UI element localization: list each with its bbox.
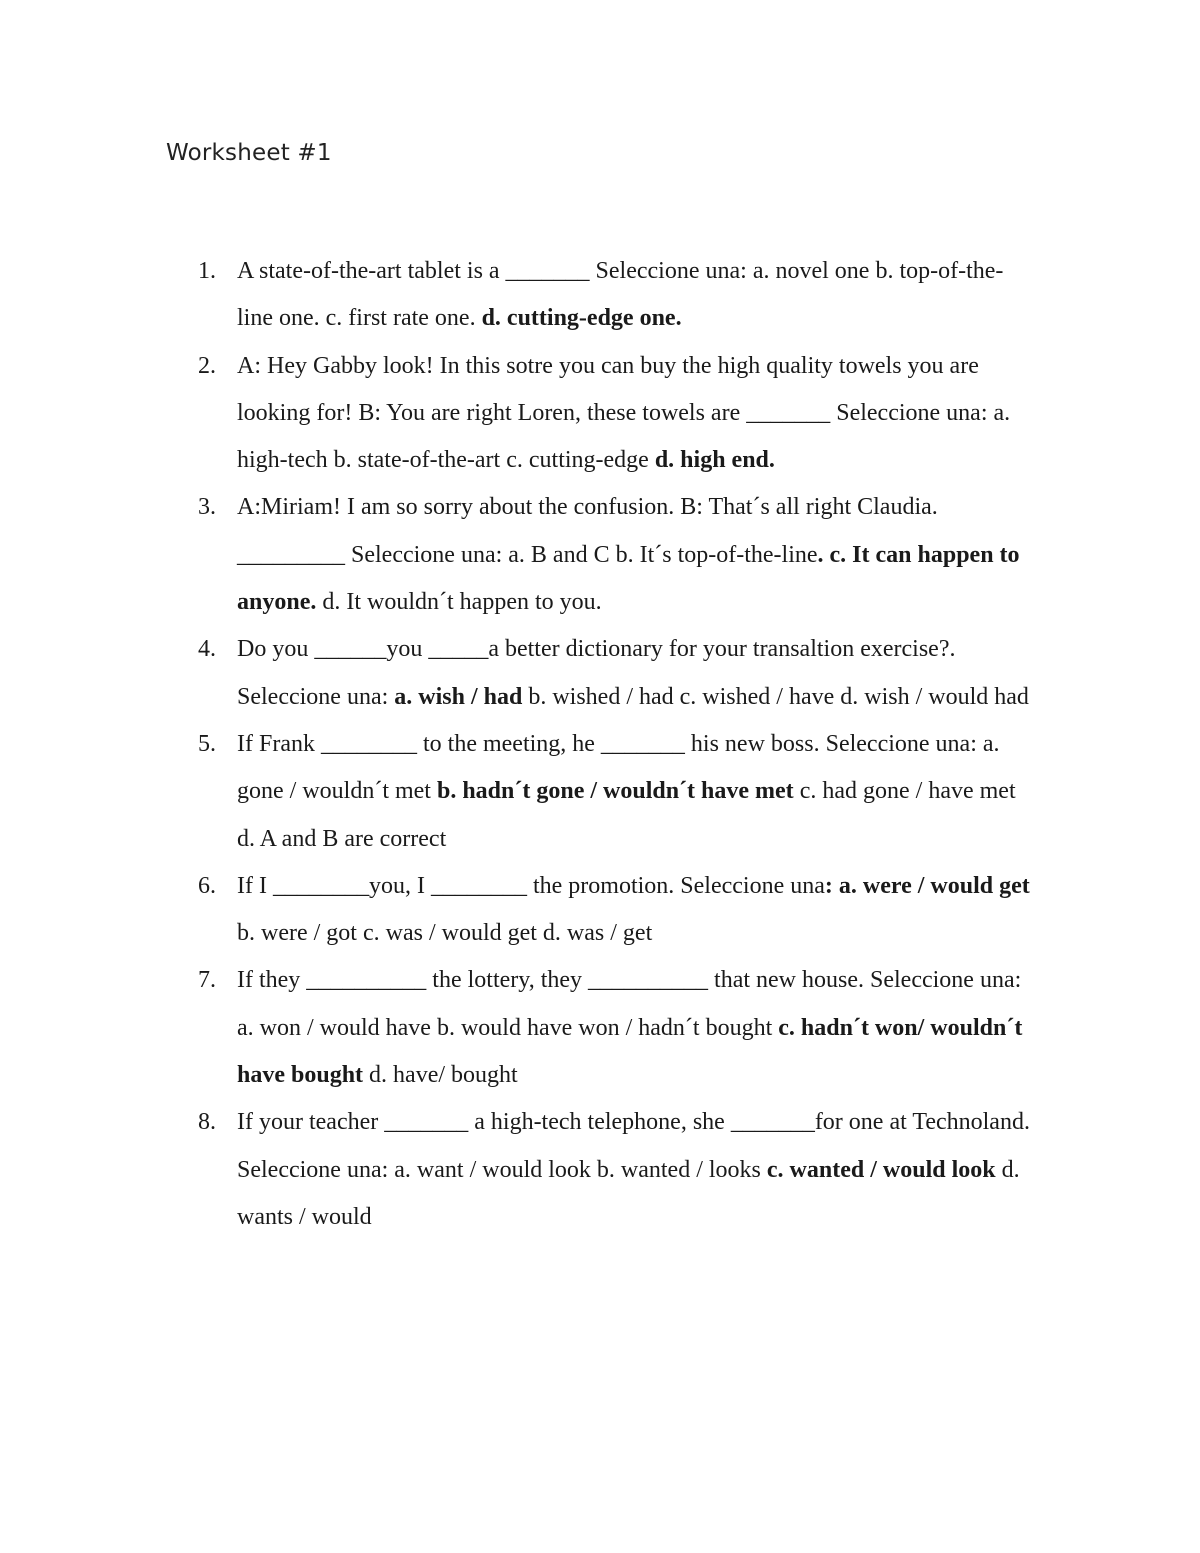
question-segment: b. were / got c. was / would get d. was / get: [237, 920, 653, 947]
question-number: 3.: [198, 494, 216, 521]
question-item: [198, 957, 1038, 1099]
question-item: [198, 626, 1038, 721]
question-segment: If Frank ________ to the meeting, he _______ his new boss. Seleccione una: a. gone / wouldn´t met: [237, 730, 1000, 805]
correct-answer: c. hadn´t won/ wouldn´t have bought: [237, 1014, 1023, 1089]
correct-answer: d. high end.: [654, 447, 775, 474]
question-text: [237, 967, 1022, 1088]
question-number: 7.: [198, 967, 216, 994]
correct-answer: c. wanted / would look: [766, 1156, 996, 1183]
question-number: 5.: [198, 730, 216, 757]
correct-answer: d. cutting-edge one.: [481, 305, 682, 332]
question-text: [237, 1109, 1030, 1230]
question-item: [198, 343, 1038, 485]
question-text: [237, 636, 1029, 709]
question-text: [237, 353, 1010, 474]
question-segment: If I ________you, I ________ the promotion. Seleccione una: [237, 872, 825, 899]
question-item: [198, 1099, 1038, 1241]
question-text: [237, 494, 1020, 615]
question-segment: A: Hey Gabby look! In this sotre you can buy the high quality towels you are looking for! B: You are right Loren, these towels are _______ Seleccione una: a. high-tech b. state-of-the-art c. cutting-edge: [237, 352, 1011, 474]
question-segment: If they __________ the lottery, they __________ that new house. Seleccione una: a. won / would have b. would have won / hadn´t bought: [237, 967, 1022, 1041]
question-segment: d. have/ bought: [363, 1062, 518, 1089]
question-segment: Do you ______you _____a better dictionary for your transaltion exercise?. Seleccione una:: [237, 636, 956, 710]
question-text: [237, 731, 1016, 852]
question-number: 4.: [198, 636, 216, 663]
question-segment: A state-of-the-art tablet is a _______ Seleccione una: a. novel one b. top-of-the-line one. c. first rate one.: [237, 258, 1004, 332]
question-item: [198, 484, 1038, 626]
question-segment: A:Miriam! I am so sorry about the confusion. B: That´s all right Claudia. _________ Seleccione una: a. B and C b. It´s top-of-the-line: [237, 494, 938, 568]
worksheet-title: Worksheet #1: [166, 140, 332, 166]
question-text: [237, 873, 1030, 946]
question-item: [198, 863, 1038, 958]
question-list: [198, 248, 1038, 1241]
question-number: 8.: [198, 1109, 216, 1136]
question-segment: If your teacher _______ a high-tech telephone, she _______for one at Technoland. Seleccione una: a. want / would look b. wanted / looks: [237, 1109, 1030, 1183]
question-segment: d. It wouldn´t happen to you.: [316, 589, 602, 616]
question-number: 2.: [198, 352, 216, 379]
correct-answer: . c. It can happen to anyone.: [237, 541, 1020, 616]
correct-answer: a. wish / had: [394, 683, 523, 710]
question-item: [198, 248, 1038, 343]
question-item: [198, 721, 1038, 863]
correct-answer: b. hadn´t gone / wouldn´t have met: [436, 778, 794, 805]
correct-answer: : a. were / would get: [824, 872, 1030, 899]
question-segment: c. had gone / have met d. A and B are correct: [237, 778, 1016, 852]
question-segment: b. wished / had c. wished / have d. wish / would had: [522, 683, 1029, 710]
question-text: [237, 258, 1003, 331]
question-segment: d. wants / would: [237, 1156, 1020, 1230]
question-number: 1.: [198, 258, 216, 284]
question-number: 6.: [198, 872, 216, 899]
